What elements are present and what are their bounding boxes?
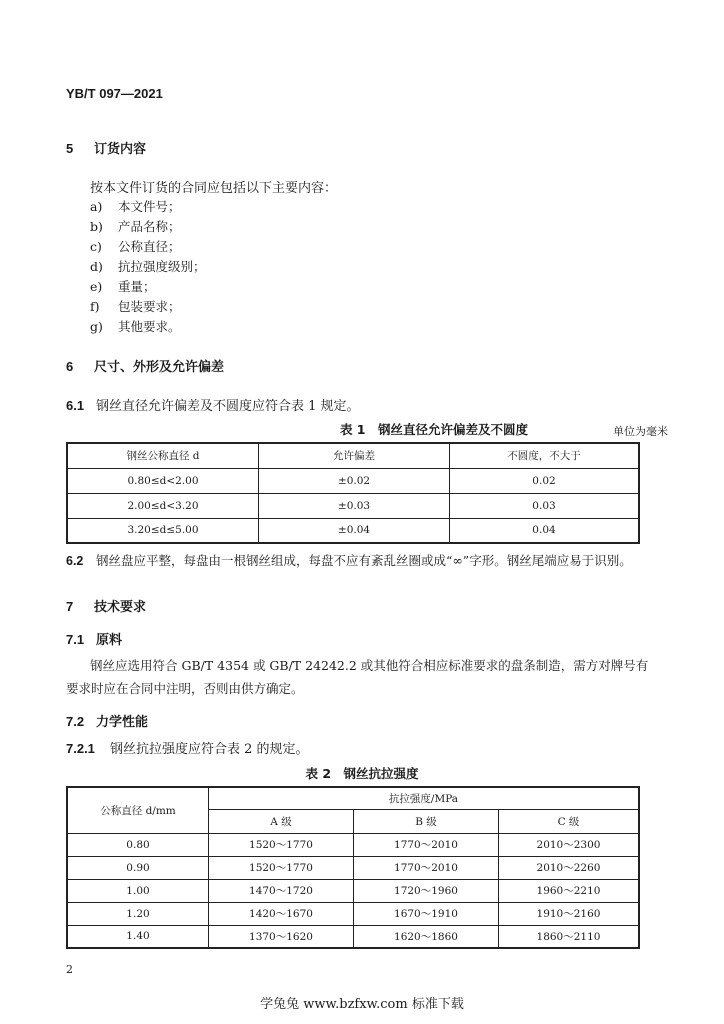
- list-item: [90, 217, 181, 235]
- clause-7-2-title: 力学性能: [96, 715, 149, 730]
- section-6-title: 尺寸、外形及允许偏差: [94, 360, 225, 375]
- list-item-text: 包装要求；: [118, 299, 181, 314]
- table-row: [67, 468, 639, 493]
- clause-7-2-1-text: 钢丝抗拉强度应符合表 2 的规定。: [110, 742, 309, 757]
- table-header-cell: A 级: [209, 809, 354, 833]
- section-5-heading: [66, 138, 146, 157]
- table-header-row: [67, 443, 639, 468]
- table-2-caption: 表 2 钢丝抗拉强度: [305, 766, 419, 781]
- list-item-label: c): [90, 239, 102, 254]
- clause-6-1-text: 钢丝直径允许偏差及不圆度应符合表 1 规定。: [96, 399, 360, 414]
- section-7-heading: [66, 596, 146, 615]
- table-cell: 1470～1720: [209, 879, 354, 902]
- clause-7-1-heading: [66, 629, 122, 648]
- table-row: [67, 833, 639, 856]
- clause-7-2-number: 7.2: [66, 714, 85, 729]
- table-header-cell: B 级: [354, 809, 499, 833]
- table-cell: ±0.04: [259, 518, 450, 543]
- list-item: [90, 237, 181, 255]
- table-row: [67, 925, 639, 948]
- clause-7-1-number: 7.1: [66, 632, 85, 647]
- table-cell: 1420～1670: [209, 902, 354, 925]
- table-header-group: 抗拉强度/MPa: [209, 787, 640, 809]
- clause-7-1-line-1: 钢丝应选用符合 GB/T 4354 或 GB/T 24242.2 或其他符合相应标准要求的盘条制造，需方对牌号有: [90, 658, 649, 673]
- table-header-cell: 不圆度，不大于: [450, 443, 640, 468]
- table-cell: 3.20≤d≤5.00: [67, 518, 259, 543]
- list-item: [90, 277, 156, 295]
- clause-7-2-heading: [66, 711, 148, 730]
- clause-7-2-1: [66, 738, 309, 757]
- list-item-label: a): [90, 199, 103, 214]
- list-item-text: 其他要求。: [118, 319, 181, 334]
- section-7-number: 7: [66, 599, 74, 614]
- table-cell: ±0.03: [259, 493, 450, 518]
- clause-7-1-line-2: 要求时应在合同中注明，否则由供方确定。: [66, 681, 304, 696]
- clause-7-2-1-number: 7.2.1: [66, 741, 95, 756]
- list-item-label: f): [90, 299, 100, 314]
- table-cell: 1.00: [67, 879, 209, 902]
- table-cell: 0.04: [450, 518, 640, 543]
- table-header-cell: 公称直径 d/mm: [67, 787, 209, 833]
- table-cell: 1770～2010: [354, 833, 499, 856]
- table-1: [66, 442, 640, 544]
- table-header-cell: 允许偏差: [259, 443, 450, 468]
- table-cell: 2010～2260: [499, 856, 640, 879]
- clause-6-2-number: 6.2: [66, 554, 84, 568]
- table-cell: 0.03: [450, 493, 640, 518]
- section-6-heading: [66, 356, 224, 375]
- table-cell: 1620～1860: [354, 925, 499, 948]
- list-item-text: 抗拉强度级别；: [118, 259, 206, 274]
- clause-6-2-text: 钢丝盘应平整，每盘由一根钢丝组成，每盘不应有紊乱丝圈或成“∞”字形。钢丝尾端应易于识别。: [96, 553, 632, 568]
- table-cell: 1370～1620: [209, 925, 354, 948]
- table-header-cell: C 级: [499, 809, 640, 833]
- table-cell: 2010～2300: [499, 833, 640, 856]
- table-cell: 0.02: [450, 468, 640, 493]
- page-number: 2: [66, 963, 73, 976]
- clause-7-1-title: 原料: [96, 633, 123, 648]
- list-item-label: d): [90, 259, 103, 274]
- table-1-unit: 单位为毫米: [613, 425, 668, 438]
- table-row: [67, 879, 639, 902]
- table-cell: 1520～1770: [209, 856, 354, 879]
- list-item-label: g): [90, 319, 103, 334]
- table-row: [67, 856, 639, 879]
- section-6-number: 6: [66, 359, 74, 374]
- list-item: [90, 197, 181, 215]
- list-item-text: 公称直径；: [118, 239, 181, 254]
- list-item: [90, 297, 181, 315]
- clause-6-1-number: 6.1: [66, 398, 85, 413]
- table-2: [66, 786, 640, 949]
- list-item: [90, 257, 206, 275]
- section-5-intro: 按本文件订货的合同应包括以下主要内容：: [90, 181, 338, 196]
- clause-6-1: [66, 395, 360, 414]
- list-item-text: 产品名称；: [118, 219, 181, 234]
- table-cell: 1910～2160: [499, 902, 640, 925]
- list-item-text: 本文件号；: [118, 199, 181, 214]
- section-7-title: 技术要求: [94, 600, 147, 615]
- table-row: [67, 493, 639, 518]
- table-cell: 1.20: [67, 902, 209, 925]
- table-cell: 1.40: [67, 925, 209, 948]
- table-cell: 1860～2110: [499, 925, 640, 948]
- table-row: [67, 902, 639, 925]
- table-cell: 2.00≤d<3.20: [67, 493, 259, 518]
- table-cell: 1770～2010: [354, 856, 499, 879]
- table-1-caption: 表 1 钢丝直径允许偏差及不圆度: [339, 422, 528, 437]
- table-cell: 1960～2210: [499, 879, 640, 902]
- document-id: YB/T 097—2021: [66, 86, 163, 101]
- table-cell: 0.80≤d<2.00: [67, 468, 259, 493]
- table-cell: 1670～1910: [354, 902, 499, 925]
- table-cell: 1520～1770: [209, 833, 354, 856]
- table-header-cell: 钢丝公称直径 d: [67, 443, 259, 468]
- section-5-number: 5: [66, 141, 74, 156]
- section-5-title: 订货内容: [94, 142, 147, 157]
- table-cell: ±0.02: [259, 468, 450, 493]
- table-row: [67, 518, 639, 543]
- list-item-label: b): [90, 219, 103, 234]
- list-item-label: e): [90, 279, 103, 294]
- clause-6-2: [66, 551, 632, 569]
- table-cell: 0.80: [67, 833, 209, 856]
- list-item: [90, 317, 181, 335]
- table-header-row: [67, 787, 639, 809]
- table-cell: 0.90: [67, 856, 209, 879]
- footer-watermark[interactable]: 学兔兔 www.bzfxw.com 标准下载: [260, 997, 464, 1012]
- list-item-text: 重量；: [118, 279, 156, 294]
- table-cell: 1720～1960: [354, 879, 499, 902]
